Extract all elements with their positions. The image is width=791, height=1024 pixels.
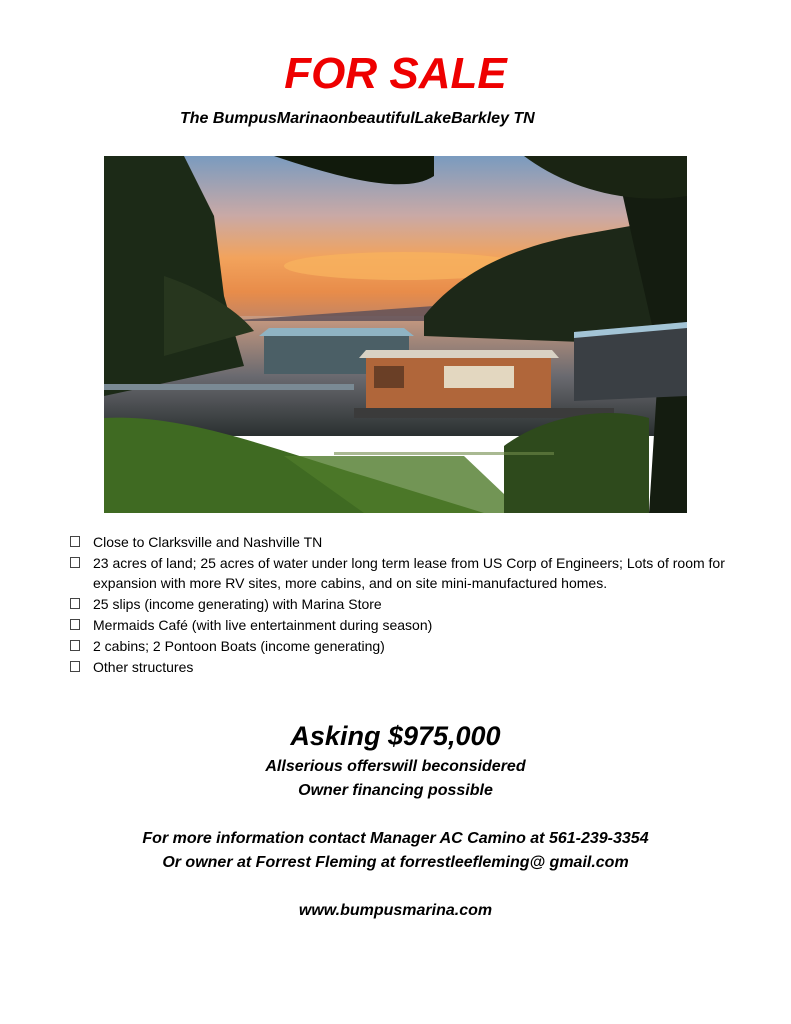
feature-list [70, 532, 750, 678]
feature-text: 25 slips (income generating) with Marina Store [93, 596, 382, 612]
checkbox-bullet-icon [70, 661, 80, 672]
checkbox-bullet-icon [70, 557, 80, 568]
feature-item [70, 657, 750, 677]
feature-item [70, 532, 750, 552]
feature-text: 23 acres of land; 25 acres of water under long term lease from US Corp of Engineers; Lots of room for expansion with more RV sites, more cabins, and on site mini-manufactured homes. [93, 555, 725, 591]
manager-contact: For more information contact Manager AC Camino at 561-239-3354 [142, 830, 649, 847]
checkbox-bullet-icon [70, 536, 80, 547]
feature-text: Mermaids Café (with live entertainment during season) [93, 617, 433, 633]
marina-sunset-photo [104, 156, 687, 513]
offers-note: Allserious offerswill beconsidered [265, 758, 526, 775]
feature-text: 2 cabins; 2 Pontoon Boats (income generating) [93, 638, 385, 654]
checkbox-bullet-icon [70, 640, 80, 651]
owner-contact: Or owner at Forrest Fleming at forrestleefleming@ gmail.com [162, 854, 629, 871]
website-link[interactable]: www.bumpusmarina.com [298, 902, 493, 919]
feature-item [70, 553, 750, 593]
feature-item [70, 636, 750, 656]
page-title: FOR SALE [284, 49, 507, 98]
checkbox-bullet-icon [70, 619, 80, 630]
feature-text: Other structures [93, 659, 194, 675]
checkbox-bullet-icon [70, 598, 80, 609]
feature-text: Close to Clarksville and Nashville TN [93, 534, 323, 550]
feature-item [70, 615, 750, 635]
feature-item [70, 594, 750, 614]
financing-note: Owner financing possible [298, 782, 493, 799]
page-subtitle: The BumpusMarinaonbeautifulLakeBarkley TN [180, 110, 535, 127]
asking-price: Asking $975,000 [290, 721, 501, 751]
